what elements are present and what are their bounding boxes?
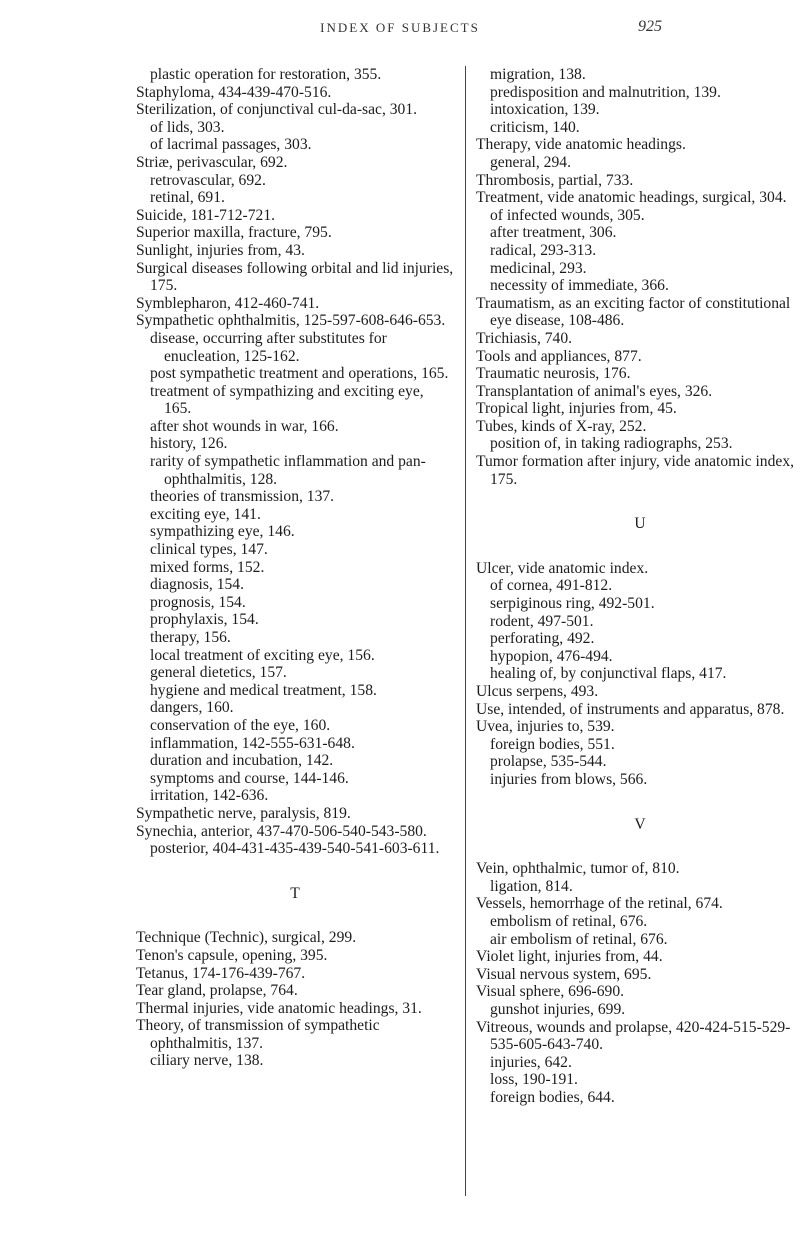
index-entry: Ulcer, vide anatomic index. xyxy=(476,559,649,577)
index-subentry: mixed forms, 152. xyxy=(150,558,265,576)
index-subentry: prophylaxis, 154. xyxy=(150,611,259,629)
index-subentry: plastic operation for restoration, 355. xyxy=(150,66,382,83)
index-subentry: exciting eye, 141. xyxy=(150,505,261,523)
index-subentry: embolism of retinal, 676. xyxy=(490,912,648,930)
running-head: INDEX OF SUBJECTS xyxy=(320,20,480,35)
index-subentry: prognosis, 154. xyxy=(150,593,246,611)
index-entry: Superior maxilla, fracture, 795. xyxy=(136,224,332,242)
index-subentry: conservation of the eye, 160. xyxy=(150,716,331,734)
index-subentry: sympathizing eye, 146. xyxy=(150,523,295,541)
index-subentry: retrovascular, 692. xyxy=(150,171,266,189)
index-subentry: loss, 190-191. xyxy=(490,1071,578,1089)
index-entry: Staphyloma, 434-439-470-516. xyxy=(136,83,332,101)
index-subentry: air embolism of retinal, 676. xyxy=(490,930,668,948)
index-subentry: therapy, 156. xyxy=(150,629,231,646)
index-subentry: intoxication, 139. xyxy=(490,101,600,119)
index-entry: Theory, of transmission of sympathetic ophthalmitis, 137. xyxy=(136,1017,380,1052)
index-subentry: position of, in taking radiographs, 253. xyxy=(490,435,733,453)
index-subentry: foreign bodies, 644. xyxy=(490,1088,615,1106)
index-subentry: gunshot injuries, 699. xyxy=(490,1000,626,1018)
index-entry: Uvea, injuries to, 539. xyxy=(476,718,615,736)
section-letter-heading: U xyxy=(634,515,646,533)
index-subentry: rodent, 497-501. xyxy=(490,612,594,630)
index-entry: Transplantation of animal's eyes, 326. xyxy=(476,382,713,400)
index-subentry: treatment of sympathizing and exciting eye, 165. xyxy=(150,382,424,418)
index-entry: Visual nervous system, 695. xyxy=(476,965,652,983)
index-subentry: after shot wounds in war, 166. xyxy=(150,417,339,435)
index-column-left xyxy=(136,66,454,1070)
section-letter-heading: V xyxy=(634,815,646,833)
index-subentry: predisposition and malnutrition, 139. xyxy=(490,83,721,101)
index-entry: Ulcus serpens, 493. xyxy=(476,683,599,700)
index-subentry: ciliary nerve, 138. xyxy=(150,1052,264,1070)
column-divider xyxy=(465,66,466,1196)
index-entry: Sympathetic nerve, paralysis, 819. xyxy=(136,804,351,822)
index-subentry: injuries, 642. xyxy=(490,1053,572,1071)
index-entry: Thermal injuries, vide anatomic headings, 31. xyxy=(136,999,422,1017)
index-subentry: dangers, 160. xyxy=(150,699,234,717)
index-entry: Sterilization, of conjunctival cul-da-sac, 301. xyxy=(136,101,418,119)
index-subentry: theories of transmission, 137. xyxy=(150,488,335,506)
index-entry: Therapy, vide anatomic headings. xyxy=(476,136,686,154)
index-entry: Treatment, vide anatomic headings, surgical, 304. xyxy=(476,189,787,207)
index-subentry: radical, 293-313. xyxy=(490,241,597,259)
index-entry: Vessels, hemorrhage of the retinal, 674. xyxy=(476,895,723,913)
index-subentry: local treatment of exciting eye, 156. xyxy=(150,646,375,664)
index-subentry: of lacrimal passages, 303. xyxy=(150,136,312,154)
index-subentry: serpiginous ring, 492-501. xyxy=(490,595,655,613)
index-entry: Traumatic neurosis, 176. xyxy=(476,365,631,383)
index-subentry: clinical types, 147. xyxy=(150,541,268,559)
index-subentry: after treatment, 306. xyxy=(490,224,617,242)
index-entry: Technique (Technic), surgical, 299. xyxy=(136,929,357,947)
index-entry: Sunlight, injuries from, 43. xyxy=(136,241,305,259)
index-subentry: ligation, 814. xyxy=(490,877,573,895)
index-subentry: injuries from blows, 566. xyxy=(490,770,648,788)
index-subentry: of cornea, 491-812. xyxy=(490,577,613,595)
index-entry: Surgical diseases following orbital and lid injuries, 175. xyxy=(136,259,454,295)
index-subentry: necessity of immediate, 366. xyxy=(490,277,669,295)
index-subentry: hygiene and medical treatment, 158. xyxy=(150,681,377,699)
index-subentry: hypopion, 476-494. xyxy=(490,647,613,665)
index-subentry: history, 126. xyxy=(150,435,228,453)
index-subentry: post sympathetic treatment and operations, 165. xyxy=(150,365,449,383)
index-subentry: symptoms and course, 144-146. xyxy=(150,769,349,787)
index-subentry: duration and incubation, 142. xyxy=(150,752,334,770)
index-entry: Traumatism, as an exciting factor of constitutional eye disease, 108-486. xyxy=(476,294,791,330)
index-subentry: foreign bodies, 551. xyxy=(490,735,615,753)
index-entry: Synechia, anterior, 437-470-506-540-543-580. xyxy=(136,822,427,840)
index-subentry: of lids, 303. xyxy=(150,118,225,136)
index-entry: Symblepharon, 412-460-741. xyxy=(136,294,320,312)
index-subentry: disease, occurring after substitutes for enucleation, 125-162. xyxy=(150,329,387,365)
index-entry: Vein, ophthalmic, tumor of, 810. xyxy=(476,860,680,878)
index-entry: Tetanus, 174-176-439-767. xyxy=(136,964,306,982)
index-subentry: posterior, 404-431-435-439-540-541-603-611. xyxy=(150,840,440,858)
index-entry: Use, intended, of instruments and apparatus, 878. xyxy=(476,700,785,718)
index-entry: Tubes, kinds of X-ray, 252. xyxy=(476,417,647,435)
index-entry: Visual sphere, 696-690. xyxy=(476,983,625,1001)
index-subentry: diagnosis, 154. xyxy=(150,576,244,594)
index-subentry: migration, 138. xyxy=(490,66,586,83)
index-entry: Tumor formation after injury, vide anatomic index, 175. xyxy=(476,453,795,488)
section-letter-heading: T xyxy=(290,884,300,902)
index-entry: Tools and appliances, 877. xyxy=(476,347,642,365)
index-entry: Tenon's capsule, opening, 395. xyxy=(136,946,328,964)
index-subentry: medicinal, 293. xyxy=(490,259,587,277)
index-entry: Tropical light, injuries from, 45. xyxy=(476,400,677,418)
index-subentry: healing of, by conjunctival flaps, 417. xyxy=(490,665,727,683)
index-entry: Striæ, perivascular, 692. xyxy=(136,153,288,171)
page-number: 925 xyxy=(638,18,662,35)
index-entry: Violet light, injuries from, 44. xyxy=(476,948,663,966)
index-entry: Thrombosis, partial, 733. xyxy=(476,171,634,189)
index-subentry: of infected wounds, 305. xyxy=(490,206,645,224)
index-subentry: general dietetics, 157. xyxy=(150,664,287,682)
page-header xyxy=(0,18,800,42)
index-entry: Suicide, 181-712-721. xyxy=(136,206,276,224)
index-column-right xyxy=(476,66,800,1106)
index-entry: Sympathetic ophthalmitis, 125-597-608-646-653. xyxy=(136,312,446,330)
index-subentry: inflammation, 142-555-631-648. xyxy=(150,734,355,752)
index-subentry: prolapse, 535-544. xyxy=(490,753,607,771)
index-subentry: rarity of sympathetic inflammation and pan-ophthalmitis, 128. xyxy=(150,453,426,488)
index-subentry: irritation, 142-636. xyxy=(150,787,269,805)
index-entry: Tear gland, prolapse, 764. xyxy=(136,982,298,1000)
index-subentry: perforating, 492. xyxy=(490,630,595,648)
index-subentry: criticism, 140. xyxy=(490,118,580,136)
index-entry: Trichiasis, 740. xyxy=(476,329,573,347)
index-subentry: general, 294. xyxy=(490,153,571,171)
index-subentry: retinal, 691. xyxy=(150,189,225,207)
index-entry: Vitreous, wounds and prolapse, 420-424-515-529-535-605-643-740. xyxy=(476,1018,791,1054)
